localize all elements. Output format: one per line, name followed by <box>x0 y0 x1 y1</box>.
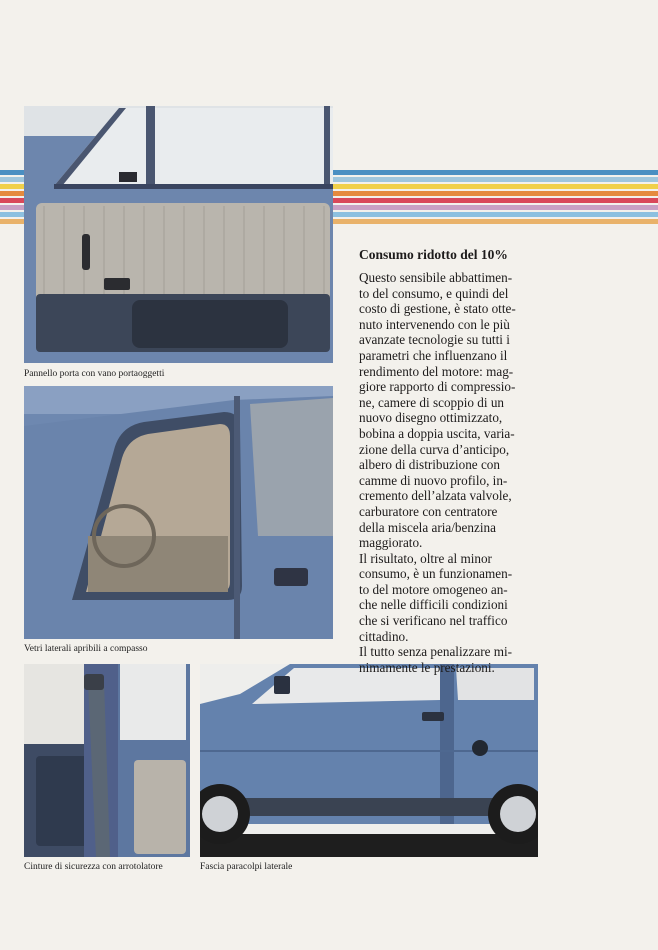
stripe-band <box>0 184 24 189</box>
article-line: che nelle difficili condizioni <box>359 597 508 613</box>
stripe-band <box>333 198 658 203</box>
article-line: Il risultato, oltre al minor <box>359 550 492 566</box>
article-line: nimamente le prestazioni. <box>359 659 495 675</box>
article-line: maggiorato. <box>359 535 423 551</box>
article-line: ne, camere di scoppio di un <box>359 394 505 410</box>
article-line: to del consumo, e quindi del <box>359 285 509 301</box>
article-title: Consumo ridotto del 10% <box>359 247 508 262</box>
article-line: Il tutto senza penalizzare mi- <box>359 644 513 660</box>
stripe-band <box>0 212 24 217</box>
caption-side-windows: Vetri laterali apribili a compasso <box>24 644 148 654</box>
article-line: giore rapporto di compressio- <box>359 379 516 395</box>
article-line: albero di distribuzione con <box>359 457 500 473</box>
article-line: camme di nuovo profilo, in- <box>359 472 508 488</box>
article-line: zione della curva d’anticipo, <box>359 441 510 457</box>
article-consumo <box>359 246 545 675</box>
article-line: parametri che influenzano il <box>359 347 508 363</box>
article-line: che si verificano nel traffico <box>359 613 508 629</box>
side-windows-photo <box>24 386 333 639</box>
rainbow-stripes-left <box>0 170 24 228</box>
stripe-band <box>333 191 658 196</box>
article-line: Questo sensibile abbattimen- <box>359 270 513 285</box>
stripe-band <box>0 205 24 210</box>
article-line: rendimento del motore: mag- <box>359 363 514 379</box>
article-line: della miscela aria/benzina <box>359 519 496 535</box>
article-line: cremento dell’alzata valvole, <box>359 488 512 504</box>
door-panel-photo <box>24 106 333 363</box>
caption-side-strip: Fascia paracolpi laterale <box>200 862 293 872</box>
stripe-band <box>333 205 658 210</box>
stripe-band <box>0 170 24 175</box>
stripe-band <box>333 184 658 189</box>
article-line: avanzate tecnologie su tutti i <box>359 332 510 348</box>
article-line: costo di gestione, è stato otte- <box>359 301 516 317</box>
stripe-band <box>0 219 24 224</box>
article-line: nuovo disegno ottimizzato, <box>359 410 503 426</box>
article-line: bobina a doppia uscita, varia- <box>359 425 515 441</box>
stripe-band <box>333 177 658 182</box>
stripe-band <box>333 212 658 217</box>
article-line: cittadino. <box>359 628 409 644</box>
article-line: to del motore omogeneo an- <box>359 581 508 597</box>
stripe-band <box>0 198 24 203</box>
side-strip-photo <box>200 664 538 857</box>
seat-belts-photo <box>24 664 190 857</box>
stripe-band <box>333 219 658 224</box>
article-line: nuto intervenendo con le più <box>359 316 510 332</box>
caption-seat-belts: Cinture di sicurezza con arrotolatore <box>24 862 163 872</box>
caption-door-panel: Pannello porta con vano portaoggetti <box>24 369 165 379</box>
article-line: consumo, è un funzionamen- <box>359 566 513 582</box>
rainbow-stripes-right <box>333 170 658 228</box>
stripe-band <box>0 191 24 196</box>
stripe-band <box>0 177 24 182</box>
article-line: carburatore con centratore <box>359 503 498 519</box>
article-body <box>359 270 545 675</box>
stripe-band <box>333 170 658 175</box>
